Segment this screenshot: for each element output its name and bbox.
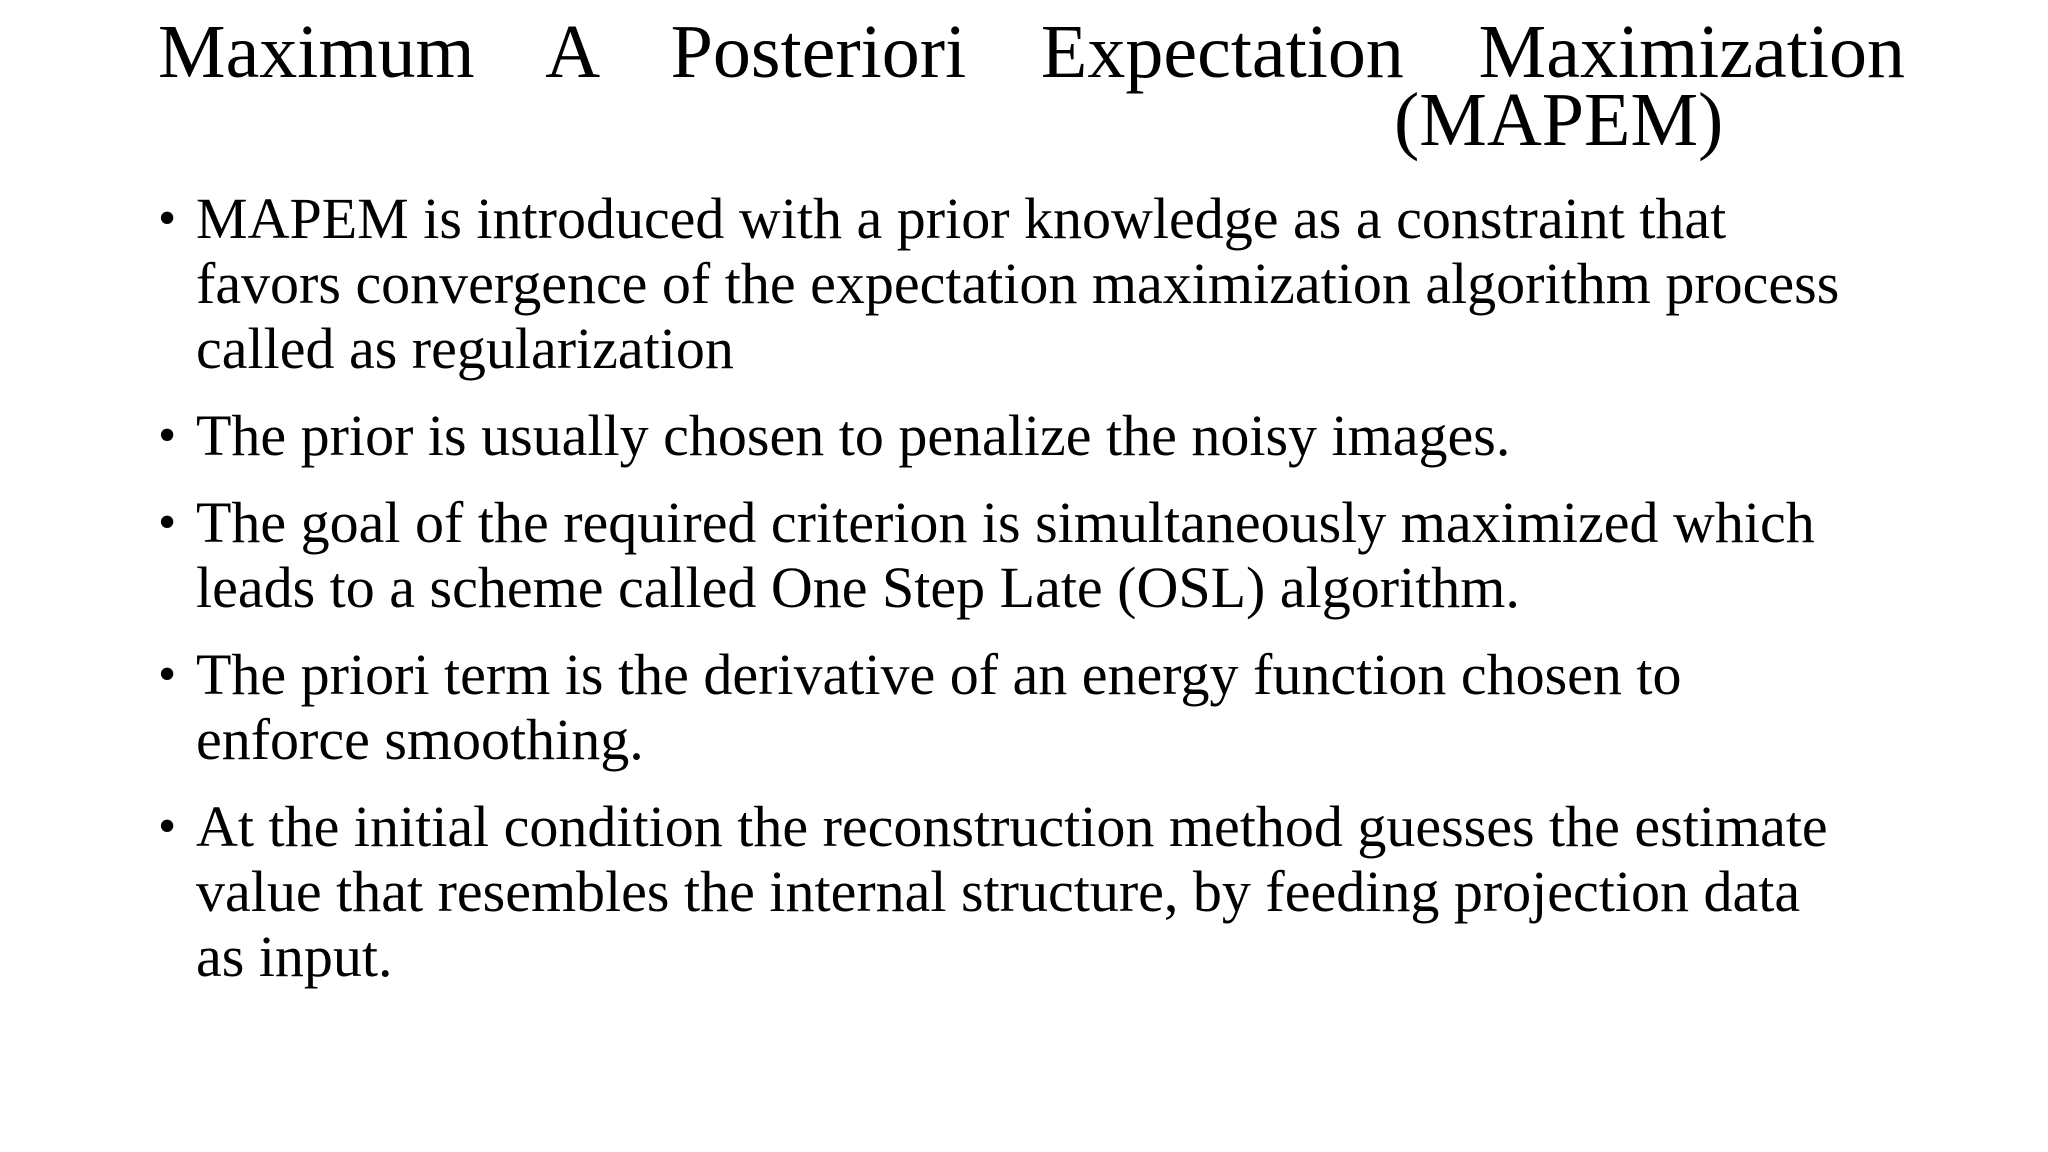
bullet-line: • The goal of the required criterion is simultaneously maximized which	[196, 490, 1815, 555]
bullet-line: • The priori term is the derivative of an energy function chosen to	[196, 642, 1682, 707]
bullet-line: value that resembles the internal structure, by feeding projection data	[196, 859, 1801, 924]
bullet-line: favors convergence of the expectation maximization algorithm process	[196, 251, 1840, 316]
bullet-item	[150, 642, 1910, 772]
bullet-item	[150, 490, 1910, 620]
bullet-item	[150, 186, 1910, 381]
bullet-line: as input.	[196, 924, 393, 989]
slide-title-acronym: (MAPEM)	[1394, 78, 1724, 162]
slide-title: Maximum A Posteriori Expectation Maximization	[158, 10, 1905, 94]
bullet-line: • The prior is usually chosen to penalize the noisy images.	[196, 403, 1511, 468]
bullet-line: • At the initial condition the reconstruction method guesses the estimate	[196, 794, 1828, 859]
bullet-line: enforce smoothing.	[196, 707, 644, 772]
bullet-line: called as regularization	[196, 316, 734, 381]
bullet-item	[150, 403, 1910, 468]
bullet-line: • MAPEM is introduced with a prior knowledge as a constraint that	[196, 186, 1727, 251]
bullet-line: leads to a scheme called One Step Late (OSL) algorithm.	[196, 555, 1520, 620]
bullet-item	[150, 794, 1910, 989]
bullet-list	[150, 186, 1910, 1011]
